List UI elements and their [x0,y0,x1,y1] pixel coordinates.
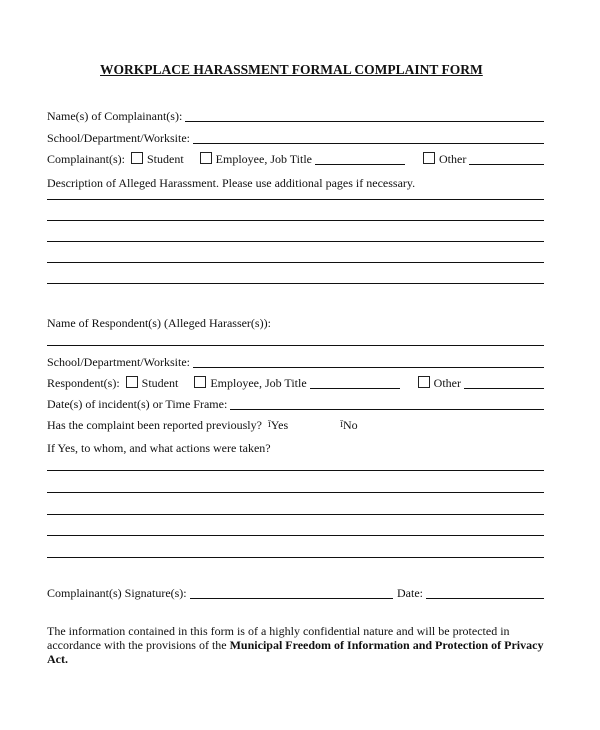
student-label: Student [141,376,179,390]
reported-label: Has the complaint been reported previously? [47,418,262,432]
respondent-job-title-field[interactable] [310,388,400,389]
respondent-school-label: School/Department/Worksite: [47,355,191,369]
respondent-type-row [47,376,544,391]
yes-label: Yes [270,418,289,432]
respondent-other-field[interactable] [464,388,544,389]
actions-line[interactable] [47,514,544,515]
notice-text: The information contained in this form is of a highly confidential nature and will be protected in accordance with the provisions of the [47,624,510,652]
employee-label: Employee, Job Title [215,152,313,166]
dates-label: Date(s) of incident(s) or Time Frame: [47,397,228,411]
complainant-name-row [47,109,544,124]
no-label: No [342,418,358,432]
complainant-name-field[interactable] [185,121,544,122]
actions-line[interactable] [47,470,544,471]
actions-line[interactable] [47,492,544,493]
dates-row [47,397,544,412]
respondent-name-label: Name of Respondent(s) (Alleged Harasser(s)): [47,316,271,330]
employee-label: Employee, Job Title [210,376,307,390]
reported-row [47,418,544,433]
complainant-type-row [47,152,544,167]
description-line[interactable] [47,283,544,284]
other-label: Other [439,152,467,166]
yes-option[interactable] [268,418,288,433]
yes-radio-icon: ǐ [267,419,271,430]
complainant-student-checkbox[interactable] [131,152,184,167]
signature-label: Complainant(s) Signature(s): [47,586,187,600]
respondent-student-checkbox[interactable] [126,376,179,391]
actions-line[interactable] [47,557,544,558]
respondent-school-field[interactable] [193,367,544,368]
respondent-name-field[interactable] [47,345,544,346]
no-option[interactable] [340,418,357,433]
actions-label: If Yes, to whom, and what actions were taken? [47,441,271,455]
description-line[interactable] [47,241,544,242]
student-label: Student [147,152,184,166]
complainant-school-field[interactable] [193,143,544,144]
complainant-job-title-field[interactable] [315,164,405,165]
actions-line[interactable] [47,535,544,536]
respondent-employee-checkbox[interactable] [194,376,306,391]
description-label: Description of Alleged Harassment. Please use additional pages if necessary. [47,176,416,190]
description-line[interactable] [47,199,544,200]
signature-field[interactable] [190,598,393,599]
complainant-school-row [47,131,544,146]
complainant-employee-checkbox[interactable] [200,152,312,167]
date-label: Date: [397,586,423,600]
confidentiality-notice [47,624,547,666]
respondent-other-checkbox[interactable] [418,376,461,391]
respondent-school-row [47,355,544,370]
complainant-name-label: Name(s) of Complainant(s): [47,109,183,123]
signature-row [47,586,544,601]
form-title: WORKPLACE HARASSMENT FORMAL COMPLAINT FORM [100,62,483,77]
complainant-other-checkbox[interactable] [423,152,466,167]
description-line[interactable] [47,220,544,221]
complainant-type-label: Complainant(s): [47,152,125,166]
act-name: Municipal Freedom of Information and Protection of Privacy Act. [47,638,544,666]
complainant-other-field[interactable] [469,164,544,165]
complainant-school-label: School/Department/Worksite: [47,131,191,145]
date-field[interactable] [426,598,544,599]
description-line[interactable] [47,262,544,263]
respondent-type-label: Respondent(s): [47,376,120,390]
other-label: Other [433,376,461,390]
dates-field[interactable] [230,409,544,410]
no-radio-icon: ǐ [340,419,343,430]
